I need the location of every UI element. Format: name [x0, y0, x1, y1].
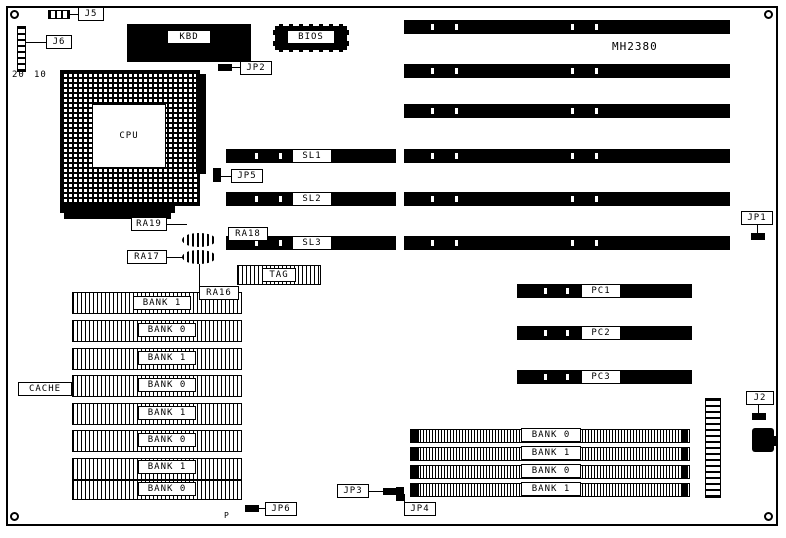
label-jp1: JP1	[741, 211, 773, 225]
isa-slot-6[interactable]	[544, 104, 730, 118]
simm-clip-right-2	[681, 447, 688, 461]
label-cache-bank-8: BANK 0	[138, 482, 196, 496]
lead-jp4	[404, 494, 405, 502]
label-jp3: JP3	[337, 484, 369, 498]
label-pc3: PC3	[581, 370, 621, 384]
simm-clip-left-4	[412, 483, 419, 497]
label-cache-bank-1: BANK 1	[133, 296, 191, 310]
pin-scale-20: 20	[12, 70, 25, 80]
pin-scale-10: 10	[34, 70, 47, 80]
jumper-jp2-pins[interactable]	[218, 64, 232, 71]
label-ra16: RA16	[199, 286, 239, 300]
label-pc2: PC2	[581, 326, 621, 340]
mounting-hole	[764, 10, 773, 19]
board-model-label: MH2380	[612, 40, 658, 53]
label-cache-bank-6: BANK 0	[138, 433, 196, 447]
simm-clip-left-1	[412, 429, 419, 443]
connector-j5[interactable]	[48, 10, 70, 19]
lead-jp2	[232, 67, 240, 68]
lead-ra19	[167, 224, 187, 225]
label-cpu: CPU	[107, 130, 151, 144]
label-sl1: SL1	[292, 149, 332, 163]
resistor-array-ra18-body	[182, 233, 216, 247]
jumper-jp3-pins[interactable]	[383, 488, 397, 495]
power-connector[interactable]	[705, 398, 721, 498]
lead-ra17	[167, 257, 183, 258]
simm-clip-right-4	[681, 483, 688, 497]
label-jp6: JP6	[265, 502, 297, 516]
cpu-lever[interactable]	[196, 74, 206, 174]
marker-p: P	[224, 511, 230, 520]
label-bios: BIOS	[287, 30, 335, 44]
simm-clip-left-3	[412, 465, 419, 479]
lead-j2	[758, 405, 759, 413]
jumper-jp6-pins[interactable]	[245, 505, 259, 512]
label-jp5: JP5	[231, 169, 263, 183]
label-cache-bank-2: BANK 0	[138, 323, 196, 337]
lead-jp1	[757, 225, 758, 233]
jumper-jp4-pins[interactable]	[396, 487, 404, 501]
jumper-jp5-pins[interactable]	[213, 168, 221, 182]
connector-j6[interactable]	[17, 26, 26, 72]
label-j6: J6	[46, 35, 72, 49]
label-cache: CACHE	[18, 382, 72, 396]
label-simm-bank-0-a: BANK 0	[521, 428, 581, 442]
lead-jp5	[221, 176, 231, 177]
label-jp2: JP2	[240, 61, 272, 75]
label-jp4: JP4	[404, 502, 436, 516]
keyboard-din-connector[interactable]	[752, 428, 774, 452]
label-cache-bank-5: BANK 1	[138, 406, 196, 420]
label-ra19: RA19	[131, 217, 167, 231]
label-j2: J2	[746, 391, 774, 405]
label-simm-bank-1-a: BANK 1	[521, 446, 581, 460]
simm-clip-right-1	[681, 429, 688, 443]
label-cache-bank-4: BANK 0	[138, 378, 196, 392]
lead-j6	[26, 42, 46, 43]
lead-jp3	[369, 491, 383, 492]
jumper-jp1-pins[interactable]	[751, 233, 765, 240]
label-simm-bank-0-b: BANK 0	[521, 464, 581, 478]
label-simm-bank-1-b: BANK 1	[521, 482, 581, 496]
lead-ra16	[199, 264, 200, 286]
label-kbd: KBD	[167, 30, 211, 44]
label-cache-bank-3: BANK 1	[138, 351, 196, 365]
simm-clip-left-2	[412, 447, 419, 461]
label-ra18: RA18	[228, 227, 268, 241]
resistor-array-ra17-body	[182, 250, 216, 264]
mounting-hole	[10, 512, 19, 521]
label-sl2: SL2	[292, 192, 332, 206]
isa-slot-8[interactable]	[544, 149, 730, 163]
jumper-j2-pins[interactable]	[752, 413, 766, 420]
label-tag: TAG	[262, 268, 296, 282]
isa-slot-10[interactable]	[544, 192, 730, 206]
label-sl3: SL3	[292, 236, 332, 250]
label-ra17: RA17	[127, 250, 167, 264]
label-cache-bank-7: BANK 1	[138, 460, 196, 474]
label-pc1: PC1	[581, 284, 621, 298]
isa-slot-12[interactable]	[544, 236, 730, 250]
isa-slot-4[interactable]	[544, 64, 730, 78]
label-amp: AMP	[155, 207, 175, 217]
mounting-hole	[764, 512, 773, 521]
isa-slot-2[interactable]	[544, 20, 730, 34]
simm-clip-right-3	[681, 465, 688, 479]
lead-j5	[70, 14, 78, 15]
mounting-hole	[10, 10, 19, 19]
label-j5: J5	[78, 7, 104, 21]
